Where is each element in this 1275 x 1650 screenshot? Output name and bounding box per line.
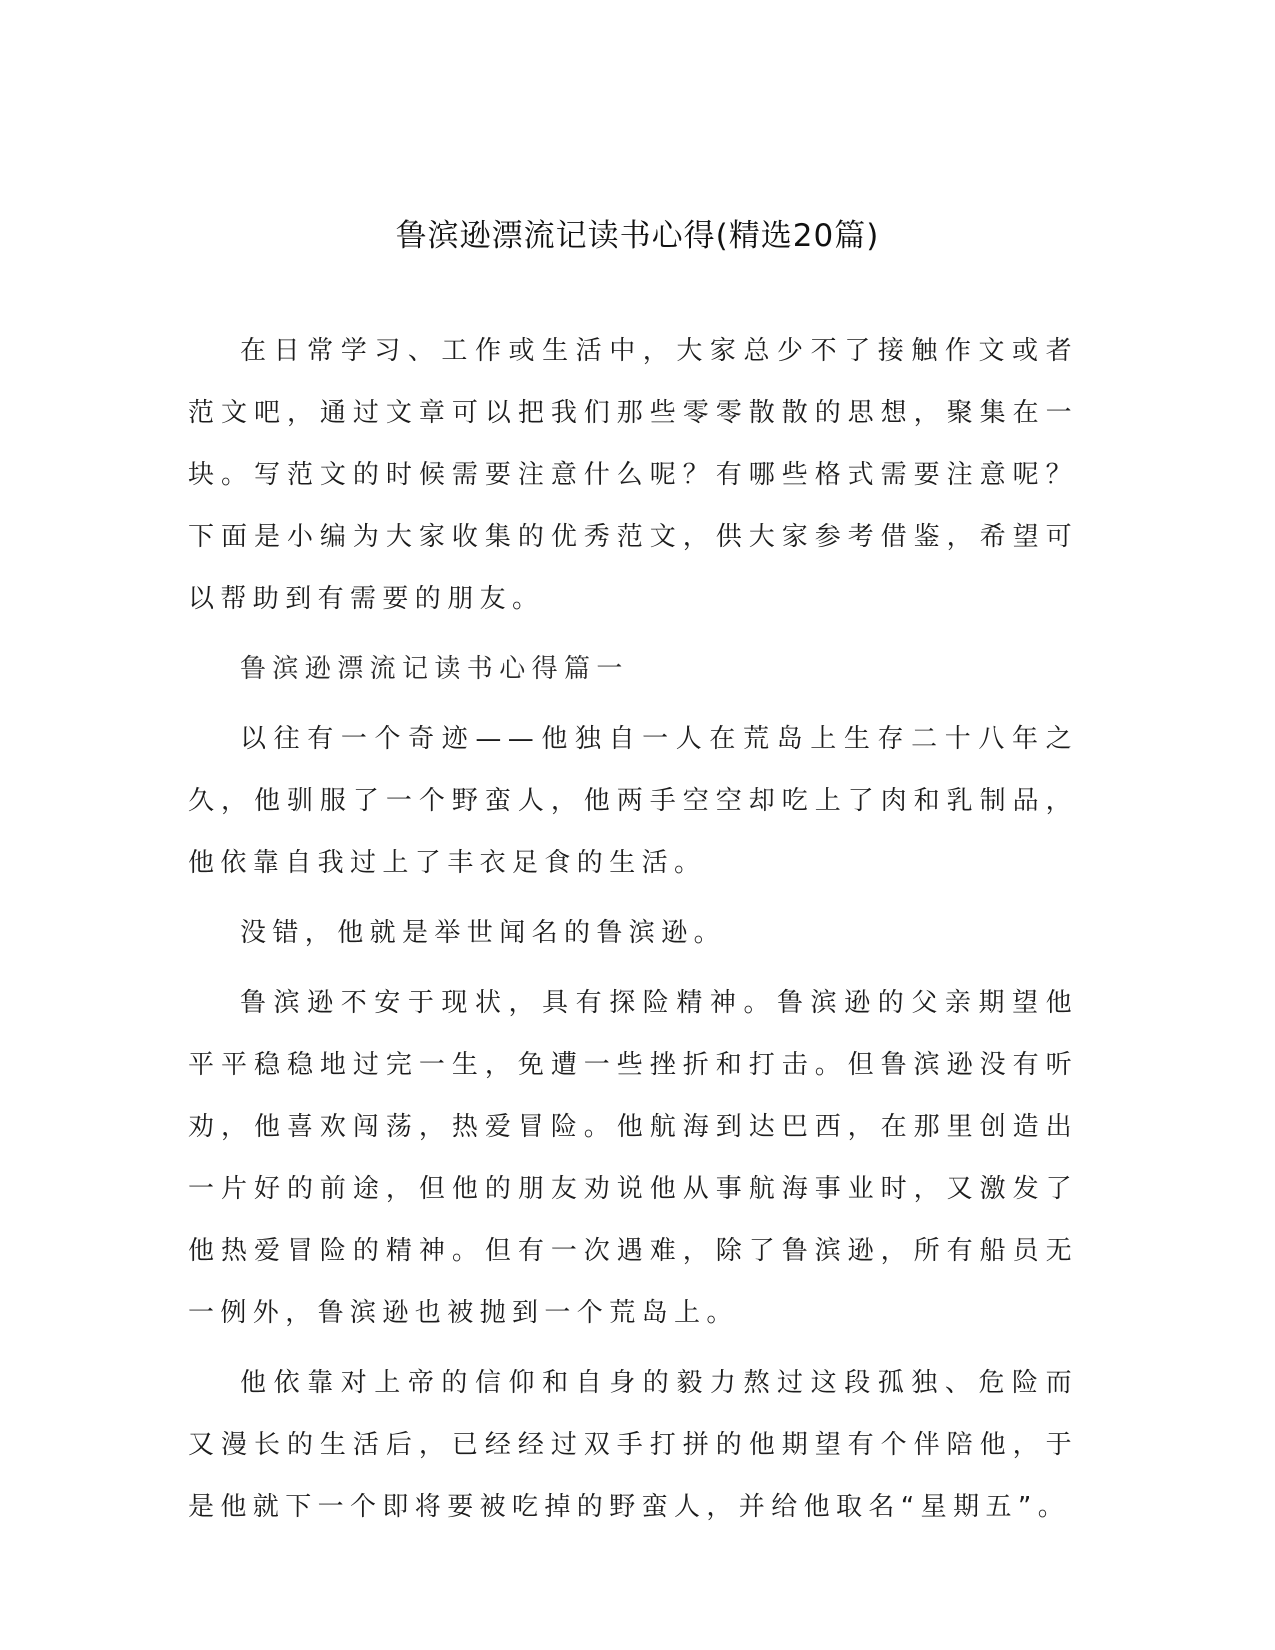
paragraph: 他依靠对上帝的信仰和自身的毅力熬过这段孤独、危险而又漫长的生活后，已经经过双手打拼的他期望有个伴陪他，于是他就下一个即将要被吃掉的野蛮人，并给他取名“星期五”。 [188,1368,1078,1522]
paragraph: 鲁滨逊不安于现状，具有探险精神。鲁滨逊的父亲期望他平平稳稳地过完一生，免遭一些挫折和打击。但鲁滨逊没有听劝，他喜欢闯荡，热爱冒险。他航海到达巴西，在那里创造出一片好的前途，但他的朋友劝说他从事航海事业时，又激发了他热爱冒险的精神。但有一次遇难，除了鲁滨逊，所有船员无一例外，鲁滨逊也被抛到一个荒岛上。 [188,988,1078,1328]
paragraph: 以往有一个奇迹——他独自一人在荒岛上生存二十八年之久，他驯服了一个野蛮人，他两手空空却吃上了肉和乳制品，他依靠自我过上了丰衣足食的生活。 [188,724,1078,878]
paragraph: 没错，他就是举世闻名的鲁滨逊。 [240,918,727,948]
document-body [188,320,1078,1546]
document-title: 鲁滨逊漂流记读书心得(精选20篇) [395,218,880,254]
section-heading-part-one: 鲁滨逊漂流记读书心得篇一 [240,654,629,684]
paragraph-intro: 在日常学习、工作或生活中，大家总少不了接触作文或者范文吧，通过文章可以把我们那些零零散散的思想，聚集在一块。写范文的时候需要注意什么呢？有哪些格式需要注意呢？下面是小编为大家收集的优秀范文，供大家参考借鉴，希望可以帮助到有需要的朋友。 [188,336,1078,614]
